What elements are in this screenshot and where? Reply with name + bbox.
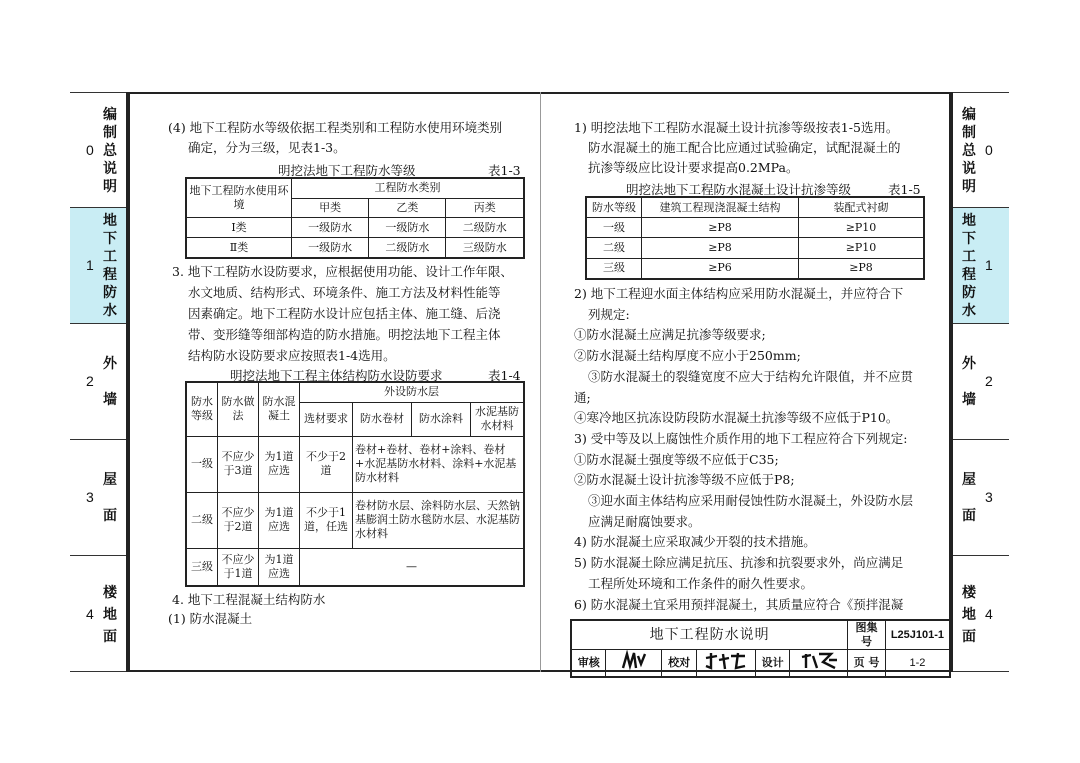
sidebar-tab-label: 外墙 [103, 356, 117, 408]
right-text-line: ③迎水面主体结构应采用耐侵蚀性防水混凝土，外设防水层 [588, 493, 914, 508]
sidebar-tab-number: 2 [86, 373, 94, 389]
table-cell: 一级防水 [369, 218, 446, 238]
t14-header-roll: 防水卷材 [353, 402, 412, 436]
table-cell: 三级防水 [446, 238, 524, 258]
drawing-title: 地下工程防水说明 [571, 620, 848, 650]
table-1-5 [585, 196, 925, 280]
para-3-line4: 带、变形缝等细部构造的防水措施。明挖法地下工程主体 [188, 327, 501, 342]
sidebar-tab-label: 编制总说明 [962, 106, 976, 195]
table-cell: 为1道应选 [259, 548, 300, 586]
table-1-5-number: 表1-5 [888, 182, 921, 197]
design-label: 设计 [755, 650, 789, 678]
sidebar-tab-number: 0 [985, 141, 993, 158]
table-cell: Ⅰ类 [186, 218, 292, 238]
table-cell: 不应少于2道 [218, 492, 259, 548]
table-cell: 为1道应选 [259, 436, 300, 492]
sidebar-tab-number: 3 [985, 489, 993, 505]
right-text-line: 3) 受中等及以上腐蚀性介质作用的地下工程应符合下列规定: [574, 430, 908, 446]
sidebar-tab-number: 4 [985, 605, 993, 622]
sidebar-tab-right-3[interactable] [953, 439, 1009, 555]
table-cell: Ⅱ类 [186, 238, 292, 258]
sidebar-tab-left-3[interactable] [70, 439, 126, 555]
table-cell: ≥P8 [799, 258, 925, 279]
sidebar-tab-number: 1 [985, 257, 993, 273]
table-cell: 一级 [186, 436, 218, 492]
page-number: 1-2 [885, 650, 950, 678]
right-text-line: ②防水混凝土设计抗渗等级不应低于P8; [574, 472, 795, 488]
sidebar-tab-left-2[interactable] [70, 323, 126, 439]
right-text-line: ①防水混凝土强度等级不应低于C35; [574, 451, 779, 467]
t13-header-env: 地下工程防水使用环境 [186, 178, 292, 218]
table-cell: ≥P10 [799, 218, 925, 238]
table-cell: 不少于2道 [300, 436, 353, 492]
right-text-line: 列规定: [588, 306, 630, 322]
right-text-line: 工程所处环境和工作条件的耐久性要求。 [588, 575, 814, 591]
table-cell: 不少于1道，任选 [300, 492, 353, 548]
table-1-4 [185, 381, 525, 587]
sidebar-tab-number: 3 [86, 489, 94, 505]
table-cell: ≥P6 [642, 258, 799, 279]
table-1-4-caption: 明挖法地下工程主体结构防水设防要求 [230, 368, 443, 383]
right-text-line: ④寒冷地区抗冻设防段防水混凝土抗渗等级不应低于P10。 [574, 410, 899, 426]
right-text-line: 6) 防水混凝土宜采用预拌混凝土，其质量应符合《预拌混凝 [574, 596, 904, 612]
table-cell: 三级 [586, 258, 642, 279]
right-text-line: ②防水混凝土结构厚度不应小于250mm; [574, 348, 801, 364]
sidebar-tab-label: 楼地面 [103, 584, 117, 645]
table-cell: 一级 [586, 218, 642, 238]
table-cell: ≥P10 [799, 238, 925, 258]
t14-header-selection: 选材要求 [300, 402, 353, 436]
sidebar-tab-right-4[interactable] [953, 555, 1009, 672]
right-text-line: 2) 地下工程迎水面主体结构应采用防水混凝土，并应符合下 [574, 286, 904, 301]
atlas-number: L25J101-1 [885, 620, 950, 650]
review-label: 审核 [571, 650, 606, 678]
t13-header-b: 乙类 [369, 198, 446, 218]
table-1-3-caption: 明挖法地下工程防水等级 [278, 163, 416, 178]
t14-header-level: 防水等级 [186, 382, 218, 436]
t14-header-cement: 水泥基防水材料 [471, 402, 525, 436]
sidebar-tab-label: 地下工程防水 [962, 213, 976, 319]
sidebar-tab-right-2[interactable] [953, 323, 1009, 439]
t13-header-category: 工程防水类别 [292, 178, 525, 198]
para-4b-1: (1) 防水混凝土 [168, 611, 253, 626]
para-4b: 4. 地下工程混凝土结构防水 [172, 592, 326, 607]
sidebar-tab-right-0[interactable] [953, 92, 1009, 207]
table-cell: ≥P8 [642, 238, 799, 258]
sidebar-tab-number: 4 [86, 605, 94, 622]
t14-header-method: 防水做法 [218, 382, 259, 436]
para-4-line1: (4) 地下工程防水等级依据工程类别和工程防水使用环境类别 [168, 120, 503, 135]
t14-header-external: 外设防水层 [300, 382, 525, 402]
table-cell: 卷材防水层、涂料防水层、天然钠基膨润土防水毯防水层、水泥基防水材料 [353, 492, 525, 548]
table-1-3 [185, 177, 525, 259]
table-1-5-caption: 明挖法地下工程防水混凝土设计抗渗等级 [626, 182, 852, 197]
t15-header-cast: 建筑工程现浇混凝土结构 [642, 197, 799, 218]
sidebar-tab-right-1[interactable] [953, 207, 1009, 323]
sidebar-tab-left-1[interactable] [70, 207, 126, 323]
right-text-line: ③防水混凝土的裂缝宽度不应大于结构允许限值，并不应贯 [588, 368, 914, 384]
table-cell: 不应少于3道 [218, 436, 259, 492]
table-cell: 三级 [186, 548, 218, 586]
table-cell: 二级防水 [446, 218, 524, 238]
table-cell: — [300, 548, 525, 586]
right-text-line: 5) 防水混凝土除应满足抗压、抗渗和抗裂要求外，尚应满足 [574, 555, 904, 571]
sidebar-tab-label: 外墙 [962, 356, 976, 408]
check-signature [696, 650, 755, 678]
table-1-4-number: 表1-4 [488, 368, 521, 383]
table-cell: 卷材+卷材、卷材+涂料、卷材+水泥基防水材料、涂料+水泥基防水材料 [353, 436, 525, 492]
check-label: 校对 [662, 650, 696, 678]
t14-header-coating: 防水涂料 [412, 402, 471, 436]
para-3-line1: 3. 地下工程防水设防要求，应根据使用功能、设计工作年限、 [172, 264, 513, 279]
column-divider [540, 92, 541, 672]
sidebar-tab-left-4[interactable] [70, 555, 126, 672]
right-text-line: 4) 防水混凝土应采取减少开裂的技术措施。 [574, 534, 816, 550]
sidebar-tab-label: 楼地面 [962, 584, 976, 645]
page-label: 页 号 [848, 650, 886, 678]
title-block [570, 619, 951, 672]
atlas-label: 图集号 [848, 620, 886, 650]
table-cell: 二级防水 [369, 238, 446, 258]
table-cell: 一级防水 [292, 218, 369, 238]
table-cell: 二级 [186, 492, 218, 548]
sidebar-tab-left-0[interactable] [70, 92, 126, 207]
sidebar-tab-label: 屋面 [103, 472, 117, 524]
design-signature [790, 650, 848, 678]
para-3-line2: 水文地质、结构形式、环境条件、施工方法及材料性能等 [188, 285, 501, 300]
sidebar-tab-label: 地下工程防水 [103, 213, 117, 319]
table-1-3-number: 表1-3 [488, 163, 521, 178]
table-cell: 二级 [586, 238, 642, 258]
sidebar-tab-number: 2 [985, 373, 993, 389]
table-cell: 为1道应选 [259, 492, 300, 548]
t15-header-precast: 装配式衬砌 [799, 197, 925, 218]
sidebar-tab-number: 0 [86, 141, 94, 158]
sidebar-tab-label: 编制总说明 [103, 106, 117, 195]
table-cell: 一级防水 [292, 238, 369, 258]
review-signature [606, 650, 662, 678]
para-3-line3: 因素确定。地下工程防水设计应包括主体、施工缝、后浇 [188, 306, 501, 321]
t13-header-a: 甲类 [292, 198, 369, 218]
t13-header-c: 丙类 [446, 198, 524, 218]
right-text-line: 应满足耐腐蚀要求。 [588, 513, 701, 529]
t14-header-concrete: 防水混凝土 [259, 382, 300, 436]
t15-header-level: 防水等级 [586, 197, 642, 218]
para-4-line2: 确定，分为三级，见表1-3。 [188, 140, 346, 155]
sidebar-tab-number: 1 [86, 257, 94, 273]
table-cell: 不应少于1道 [218, 548, 259, 586]
table-cell: ≥P8 [642, 218, 799, 238]
r1-line3: 抗渗等级应比设计要求提高0.2MPa。 [588, 160, 799, 175]
r1-line2: 防水混凝土的施工配合比应通过试验确定，试配混凝土的 [588, 140, 901, 155]
sidebar-tab-label: 屋面 [962, 472, 976, 524]
right-text-line: 通; [574, 389, 591, 405]
para-3-line5: 结构防水设防要求应按照表1-4选用。 [188, 348, 396, 363]
right-text-line: ①防水混凝土应满足抗渗等级要求; [574, 327, 766, 343]
r1-line1: 1) 明挖法地下工程防水混凝土设计抗渗等级按表1-5选用。 [574, 120, 899, 135]
